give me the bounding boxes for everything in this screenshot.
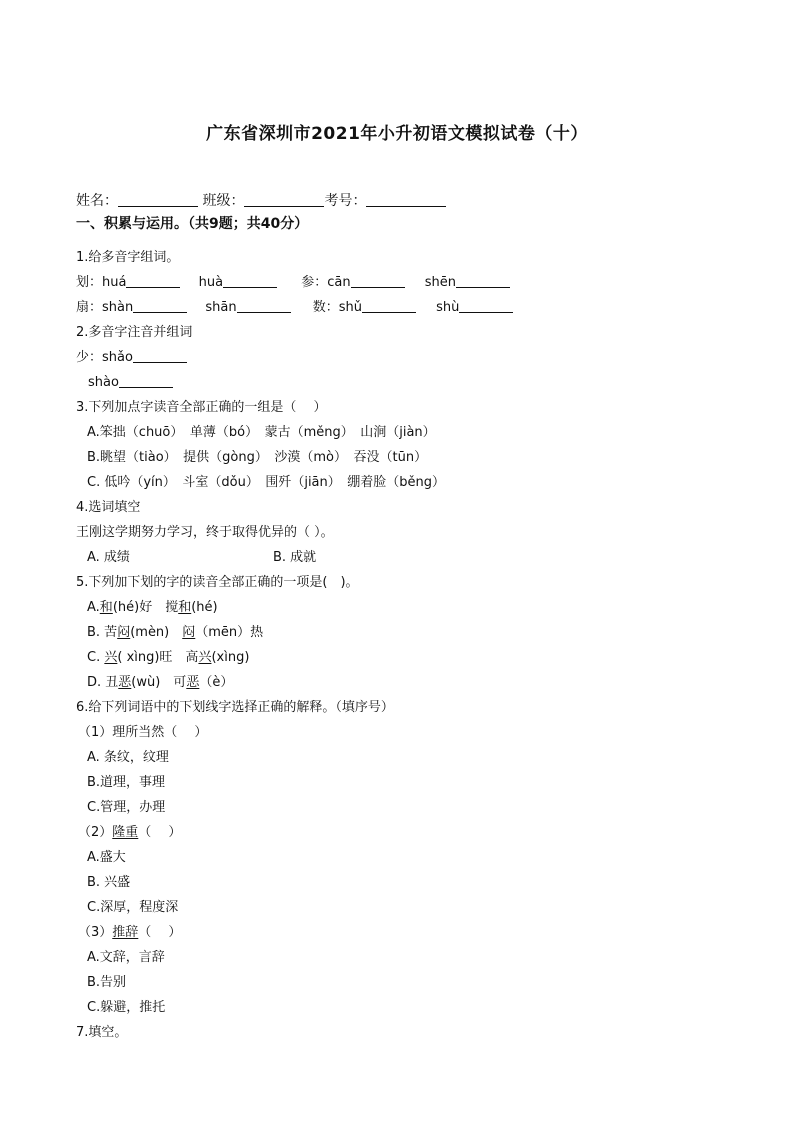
q6-sub2-option-c[interactable]: C.深厚，程度深 [87, 900, 179, 915]
q1-shu-blank-2[interactable] [459, 299, 513, 313]
q4-option-a[interactable]: A. 成绩 [87, 550, 130, 565]
q5-b-prefix: B. 苦 [87, 625, 118, 640]
q5-c-prefix: C. [87, 650, 105, 665]
class-label: 班级： [202, 193, 245, 209]
number-blank[interactable] [366, 193, 446, 207]
q5-a-underlined-2: 和 [178, 600, 192, 615]
q6-sub3-word: 推辞 [112, 925, 139, 940]
q6-sub3-prompt [78, 924, 181, 942]
q1-row-2 [76, 299, 513, 317]
q5-a-underlined-1: 和 [99, 600, 113, 615]
q6-sub2-prefix: （2） [78, 825, 113, 840]
q1-shan-pinyin-2: shān [205, 300, 237, 315]
q6-sub3-prefix: （3） [78, 925, 113, 940]
q3-option-b[interactable]: B.眺望（tiào） 提供（gòng） 沙漠（mò） 吞没（tūn） [87, 450, 428, 465]
q7-stem: 7.填空。 [76, 1025, 128, 1040]
q5-a-text-2: (hé) [191, 600, 218, 615]
q1-shan-blank-1[interactable] [133, 299, 187, 313]
q1-can-lead: 参： [301, 275, 328, 290]
q5-d-underlined-2: 恶 [186, 675, 200, 690]
q1-shu-blank-1[interactable] [362, 299, 416, 313]
q1-shu-lead: 数： [312, 300, 339, 315]
q2-stem: 2.多音字注音并组词 [76, 325, 193, 340]
q1-row-1 [76, 274, 510, 292]
q3-stem: 3.下列加点字读音全部正确的一组是（ ） [76, 400, 327, 415]
q5-option-c[interactable] [87, 649, 249, 667]
number-label: 考号： [324, 193, 367, 209]
q1-hua-blank-2[interactable] [223, 274, 277, 288]
q6-sub2-option-a[interactable]: A.盛大 [87, 850, 126, 865]
q1-hua-lead: 划： [76, 275, 103, 290]
q3-option-c[interactable]: C. 低吟（yín） 斗室（dǒu） 围歼（jiān） 绷着脸（běng） [87, 475, 446, 490]
q6-sub1-prompt: （1）理所当然（ ） [78, 725, 208, 740]
q1-shu-pinyin-1: shǔ [338, 300, 363, 315]
q6-sub2-prompt [78, 824, 181, 842]
q5-c-underlined-1: 兴 [104, 650, 118, 665]
q6-stem: 6.给下列词语中的下划线字选择正确的解释。（填序号） [76, 700, 394, 715]
section-heading: 一、积累与运用。（共9题；共40分） [76, 216, 309, 232]
q1-shu-pinyin-2: shù [436, 300, 460, 315]
q1-can-blank-1[interactable] [351, 274, 405, 288]
q5-stem: 5.下列加下划的字的读音全部正确的一项是( )。 [76, 575, 359, 590]
q5-b-underlined-1: 闷 [117, 625, 131, 640]
q6-sub1-option-a[interactable]: A. 条纹，纹理 [87, 750, 169, 765]
q1-stem: 1.给多音字组词。 [76, 250, 180, 265]
q1-can-pinyin-1: cān [327, 275, 351, 290]
q1-hua-pinyin-2: huà [198, 275, 224, 290]
q4-sentence: 王刚这学期努力学习，终于取得优异的（ ）。 [76, 525, 334, 540]
q2-row-1 [76, 349, 187, 367]
q5-option-b[interactable] [87, 624, 263, 642]
q1-shan-pinyin-1: shàn [102, 300, 134, 315]
q5-b-text-2: （mēn）热 [195, 625, 264, 640]
q6-sub2-suffix: （ ） [138, 825, 182, 840]
q5-d-text-1: (wù) 可 [131, 675, 187, 690]
page-title: 广东省深圳市2021年小升初语文模拟试卷（十） [206, 124, 588, 144]
q5-a-prefix: A. [87, 600, 100, 615]
q2-shao-pinyin-1: shǎo [102, 350, 133, 365]
name-blank[interactable] [118, 193, 198, 207]
q6-sub3-option-c[interactable]: C.躲避，推托 [87, 1000, 166, 1015]
q5-option-a[interactable] [87, 599, 218, 617]
q1-shan-lead: 扇： [76, 300, 103, 315]
q5-option-d[interactable] [87, 674, 233, 692]
q6-sub3-option-a[interactable]: A.文辞，言辞 [87, 950, 165, 965]
q6-sub2-word: 隆重 [112, 825, 139, 840]
q2-shao-blank-1[interactable] [133, 349, 187, 363]
q1-hua-blank-1[interactable] [126, 274, 180, 288]
q5-d-prefix: D. 丑 [87, 675, 119, 690]
q5-b-underlined-2: 闷 [182, 625, 196, 640]
q5-c-text-2: (xìng) [211, 650, 250, 665]
q2-shao-lead: 少： [76, 350, 103, 365]
q5-c-underlined-2: 兴 [198, 650, 212, 665]
q1-can-blank-2[interactable] [456, 274, 510, 288]
q4-stem: 4.选词填空 [76, 500, 141, 515]
q5-c-text-1: ( xìng)旺 高 [117, 650, 199, 665]
class-blank[interactable] [244, 193, 324, 207]
q1-hua-pinyin-1: huá [102, 275, 127, 290]
q4-option-b[interactable]: B. 成就 [273, 550, 317, 565]
q2-shao-pinyin-2: shào [88, 375, 119, 390]
q2-row-2 [88, 374, 173, 392]
student-info-line [76, 192, 446, 210]
q6-sub3-suffix: （ ） [138, 925, 182, 940]
q5-b-text-1: (mèn) [130, 625, 183, 640]
q6-sub2-option-b[interactable]: B. 兴盛 [87, 875, 131, 890]
q1-shan-blank-2[interactable] [237, 299, 291, 313]
q6-sub3-option-b[interactable]: B.告别 [87, 975, 127, 990]
q1-can-pinyin-2: shēn [424, 275, 456, 290]
q2-shao-blank-2[interactable] [119, 374, 173, 388]
q5-d-underlined-1: 恶 [118, 675, 132, 690]
q3-option-a[interactable]: A.笨拙（chuō） 单薄（bó） 蒙古（měng） 山涧（jiàn） [87, 425, 436, 440]
q6-sub1-option-b[interactable]: B.道理，事理 [87, 775, 166, 790]
name-label: 姓名： [76, 193, 118, 209]
q6-sub1-option-c[interactable]: C.管理，办理 [87, 800, 166, 815]
q5-a-text-1: (hé)好 搅 [112, 600, 179, 615]
q5-d-text-2: （è） [199, 675, 234, 690]
